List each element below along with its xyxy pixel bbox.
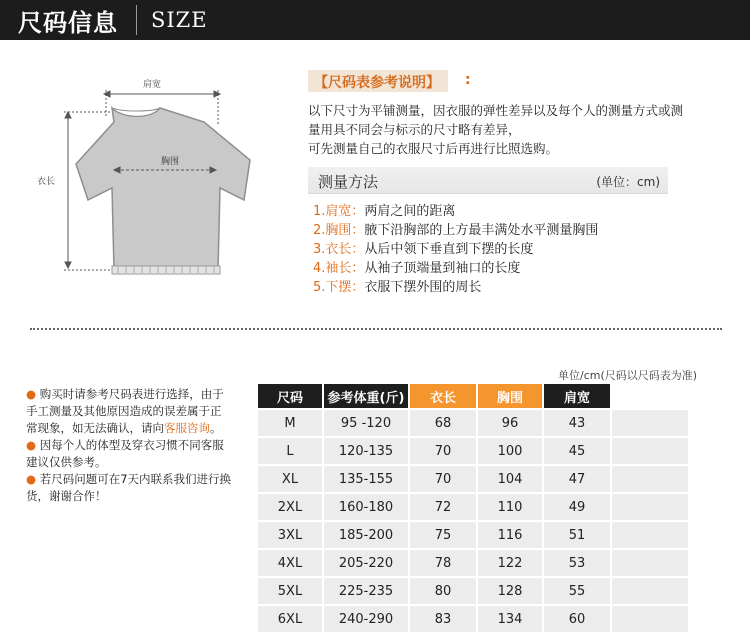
cell-shoulder: 53	[544, 550, 610, 576]
table-row	[258, 578, 688, 604]
tips-panel	[26, 386, 232, 505]
cell-shoulder: 43	[544, 410, 610, 436]
method-list	[313, 202, 713, 297]
cell-size: 3XL	[258, 522, 322, 548]
cell-shoulder: 49	[544, 494, 610, 520]
cell-weight: 240-290	[324, 606, 408, 632]
method-item-text: 从后中领下垂直到下摆的长度	[364, 242, 534, 257]
cell-blank	[612, 550, 688, 576]
cell-chest: 96	[478, 410, 542, 436]
method-item-label: 1.肩宽：	[313, 204, 365, 219]
cell-length: 78	[410, 550, 476, 576]
cell-length: 70	[410, 466, 476, 492]
length-label: 衣长	[36, 177, 56, 187]
size-table	[256, 382, 690, 634]
notes-title: 【尺码表参考说明】	[308, 70, 448, 92]
cell-weight: 160-180	[324, 494, 408, 520]
table-row	[258, 606, 688, 632]
header-chest: 胸围	[478, 384, 542, 408]
table-header-row	[258, 384, 688, 408]
notes-line: 以下尺寸为平铺测量，因衣服的弹性差异以及每个人的测量方式或测	[308, 103, 684, 118]
header-shoulder: 肩宽	[544, 384, 610, 408]
method-item-label: 4.袖长：	[313, 261, 365, 276]
cell-blank	[612, 438, 688, 464]
cell-chest: 128	[478, 578, 542, 604]
bullet-icon: ●	[26, 438, 37, 452]
shoulder-label: 肩宽	[142, 80, 162, 90]
cell-chest: 134	[478, 606, 542, 632]
method-item-text: 衣服下摆外围的周长	[364, 280, 482, 295]
notes-title-suffix: :	[465, 72, 471, 88]
method-item	[313, 278, 713, 297]
customer-service-link[interactable]: 客服咨询	[164, 421, 210, 435]
cell-chest: 110	[478, 494, 542, 520]
cell-weight: 95 -120	[324, 410, 408, 436]
cell-chest: 100	[478, 438, 542, 464]
cell-size: 2XL	[258, 494, 322, 520]
tip-text-end: 。	[210, 421, 222, 435]
cell-shoulder: 51	[544, 522, 610, 548]
cell-weight: 225-235	[324, 578, 408, 604]
cell-weight: 135-155	[324, 466, 408, 492]
cell-size: 4XL	[258, 550, 322, 576]
header-divider	[136, 5, 137, 35]
cell-size: 6XL	[258, 606, 322, 632]
table-row	[258, 494, 688, 520]
cell-shoulder: 45	[544, 438, 610, 464]
cell-shoulder: 60	[544, 606, 610, 632]
cell-blank	[612, 466, 688, 492]
tshirt-diagram	[22, 60, 282, 300]
method-item	[313, 240, 713, 259]
cell-blank	[612, 578, 688, 604]
cell-length: 70	[410, 438, 476, 464]
cell-chest: 116	[478, 522, 542, 548]
cell-weight: 120-135	[324, 438, 408, 464]
method-item-label: 5.下摆：	[313, 280, 365, 295]
notes-line: 可先测量自己的衣服尺寸后再进行比照选购。	[308, 141, 559, 156]
cell-length: 80	[410, 578, 476, 604]
cell-blank	[612, 522, 688, 548]
table-row	[258, 550, 688, 576]
tshirt-shape	[76, 108, 250, 274]
section-divider	[30, 328, 722, 330]
cell-chest: 104	[478, 466, 542, 492]
chest-label: 胸围	[160, 157, 180, 167]
table-row	[258, 522, 688, 548]
header-blank	[612, 384, 688, 408]
cell-shoulder: 47	[544, 466, 610, 492]
notes-body	[308, 101, 708, 158]
table-unit-note: 单位/cm(尺码以尺码表为准)	[558, 369, 698, 382]
cell-length: 72	[410, 494, 476, 520]
method-title: 测量方法	[318, 173, 379, 191]
page-title: 尺码信息	[18, 8, 118, 37]
cell-blank	[612, 410, 688, 436]
header-size: 尺码	[258, 384, 322, 408]
cell-length: 83	[410, 606, 476, 632]
cell-blank	[612, 494, 688, 520]
method-item	[313, 221, 713, 240]
header-length: 衣长	[410, 384, 476, 408]
tip-text: 因每个人的体型及穿衣习惯不同客服建议仅供参考。	[26, 438, 224, 469]
method-item	[313, 202, 713, 221]
method-item-label: 2.胸围：	[313, 223, 365, 238]
tip-text: 购买时请参考尺码表进行选择，由于手工测量及其他原因造成的误差属于正常现象，如无法确认，请向	[26, 387, 224, 435]
cell-weight: 205-220	[324, 550, 408, 576]
method-header	[308, 167, 668, 194]
table-row	[258, 438, 688, 464]
method-unit: (单位：cm)	[596, 175, 660, 189]
tip-text: 若尺码问题可在7天内联系我们进行换货，谢谢合作！	[26, 472, 232, 503]
method-item-text: 两肩之间的距离	[364, 204, 456, 219]
cell-length: 75	[410, 522, 476, 548]
header-bar	[0, 0, 750, 40]
tip-item	[26, 437, 232, 471]
cell-size: 5XL	[258, 578, 322, 604]
table-row	[258, 410, 688, 436]
header-weight: 参考体重(斤)	[324, 384, 408, 408]
method-item-text: 从袖子顶端量到袖口的长度	[364, 261, 521, 276]
tip-item	[26, 386, 232, 437]
notes-line: 量用具不同会与标示的尺寸略有差异，	[308, 122, 521, 137]
bullet-icon: ●	[26, 472, 37, 486]
cell-size: XL	[258, 466, 322, 492]
page-subtitle: SIZE	[151, 8, 208, 32]
table-row	[258, 466, 688, 492]
cell-shoulder: 55	[544, 578, 610, 604]
cell-length: 68	[410, 410, 476, 436]
cell-chest: 122	[478, 550, 542, 576]
method-item-text: 腋下沿胸部的上方最丰满处水平测量胸围	[364, 223, 599, 238]
tip-item	[26, 471, 232, 505]
method-item-label: 3.衣长：	[313, 242, 365, 257]
method-item	[313, 259, 713, 278]
cell-size: L	[258, 438, 322, 464]
bullet-icon: ●	[26, 387, 37, 401]
cell-size: M	[258, 410, 322, 436]
cell-weight: 185-200	[324, 522, 408, 548]
cell-blank	[612, 606, 688, 632]
